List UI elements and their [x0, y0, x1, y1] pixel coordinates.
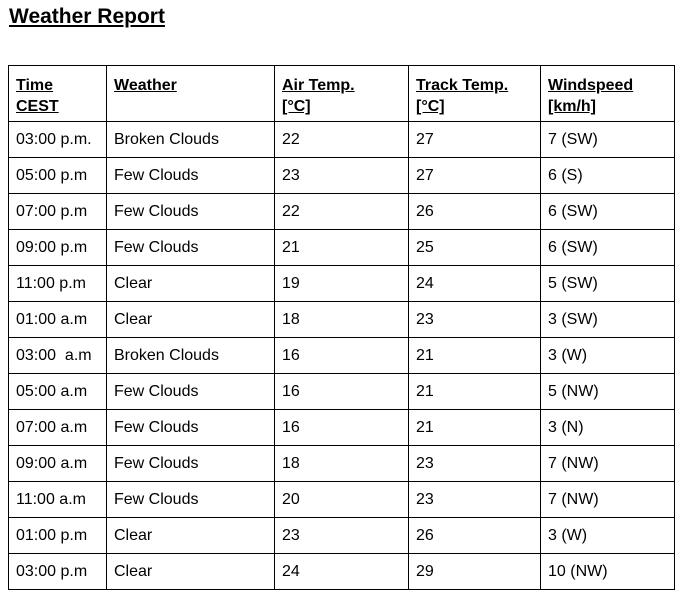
cell-weather: Clear [107, 266, 275, 302]
column-header-time: Time CEST [9, 66, 107, 122]
cell-track-temp: 21 [409, 374, 541, 410]
cell-track-temp: 25 [409, 230, 541, 266]
cell-weather: Clear [107, 554, 275, 590]
cell-time: 05:00 p.m [9, 158, 107, 194]
cell-weather: Few Clouds [107, 374, 275, 410]
table-row [9, 122, 675, 158]
cell-air-temp: 23 [275, 518, 409, 554]
cell-windspeed: 6 (S) [541, 158, 675, 194]
cell-time: 03:00 p.m [9, 554, 107, 590]
cell-air-temp: 22 [275, 122, 409, 158]
table-row [9, 482, 675, 518]
cell-air-temp: 24 [275, 554, 409, 590]
cell-time: 11:00 a.m [9, 482, 107, 518]
column-header-track-temp: Track Temp. [°C] [409, 66, 541, 122]
column-header-air-temp: Air Temp. [°C] [275, 66, 409, 122]
cell-windspeed: 5 (SW) [541, 266, 675, 302]
cell-air-temp: 23 [275, 158, 409, 194]
cell-time: 05:00 a.m [9, 374, 107, 410]
table-row [9, 410, 675, 446]
cell-air-temp: 16 [275, 338, 409, 374]
table-row [9, 446, 675, 482]
cell-track-temp: 23 [409, 446, 541, 482]
cell-time: 07:00 a.m [9, 410, 107, 446]
cell-time: 03:00 p.m. [9, 122, 107, 158]
cell-track-temp: 26 [409, 518, 541, 554]
cell-air-temp: 20 [275, 482, 409, 518]
column-header-weather: Weather [107, 66, 275, 122]
table-row [9, 338, 675, 374]
cell-windspeed: 6 (SW) [541, 194, 675, 230]
cell-weather: Clear [107, 518, 275, 554]
cell-time: 01:00 a.m [9, 302, 107, 338]
cell-time: 03:00 a.m [9, 338, 107, 374]
cell-windspeed: 7 (SW) [541, 122, 675, 158]
table-row [9, 194, 675, 230]
cell-weather: Few Clouds [107, 230, 275, 266]
table-row [9, 374, 675, 410]
table-row [9, 554, 675, 590]
table-header-row [9, 66, 675, 122]
cell-windspeed: 7 (NW) [541, 482, 675, 518]
cell-weather: Few Clouds [107, 410, 275, 446]
cell-track-temp: 23 [409, 302, 541, 338]
table-row [9, 266, 675, 302]
column-header-windspeed: Windspeed [km/h] [541, 66, 675, 122]
table-body [9, 122, 675, 590]
cell-windspeed: 3 (SW) [541, 302, 675, 338]
cell-air-temp: 18 [275, 446, 409, 482]
cell-track-temp: 21 [409, 410, 541, 446]
cell-track-temp: 29 [409, 554, 541, 590]
cell-time: 09:00 a.m [9, 446, 107, 482]
cell-track-temp: 27 [409, 122, 541, 158]
cell-windspeed: 3 (W) [541, 518, 675, 554]
cell-air-temp: 22 [275, 194, 409, 230]
cell-air-temp: 19 [275, 266, 409, 302]
cell-windspeed: 3 (W) [541, 338, 675, 374]
cell-air-temp: 18 [275, 302, 409, 338]
cell-air-temp: 21 [275, 230, 409, 266]
cell-track-temp: 23 [409, 482, 541, 518]
cell-track-temp: 27 [409, 158, 541, 194]
cell-track-temp: 26 [409, 194, 541, 230]
cell-windspeed: 6 (SW) [541, 230, 675, 266]
table-row [9, 230, 675, 266]
cell-windspeed: 3 (N) [541, 410, 675, 446]
cell-air-temp: 16 [275, 374, 409, 410]
cell-windspeed: 7 (NW) [541, 446, 675, 482]
cell-time: 09:00 p.m [9, 230, 107, 266]
cell-weather: Few Clouds [107, 482, 275, 518]
cell-weather: Few Clouds [107, 446, 275, 482]
table-row [9, 518, 675, 554]
cell-time: 01:00 p.m [9, 518, 107, 554]
weather-table [8, 65, 675, 590]
cell-weather: Few Clouds [107, 194, 275, 230]
cell-windspeed: 5 (NW) [541, 374, 675, 410]
cell-time: 11:00 p.m [9, 266, 107, 302]
cell-air-temp: 16 [275, 410, 409, 446]
cell-weather: Broken Clouds [107, 122, 275, 158]
cell-track-temp: 21 [409, 338, 541, 374]
table-row [9, 158, 675, 194]
cell-weather: Clear [107, 302, 275, 338]
cell-track-temp: 24 [409, 266, 541, 302]
cell-time: 07:00 p.m [9, 194, 107, 230]
page-title: Weather Report [9, 5, 165, 28]
cell-windspeed: 10 (NW) [541, 554, 675, 590]
table-row [9, 302, 675, 338]
cell-weather: Few Clouds [107, 158, 275, 194]
cell-weather: Broken Clouds [107, 338, 275, 374]
